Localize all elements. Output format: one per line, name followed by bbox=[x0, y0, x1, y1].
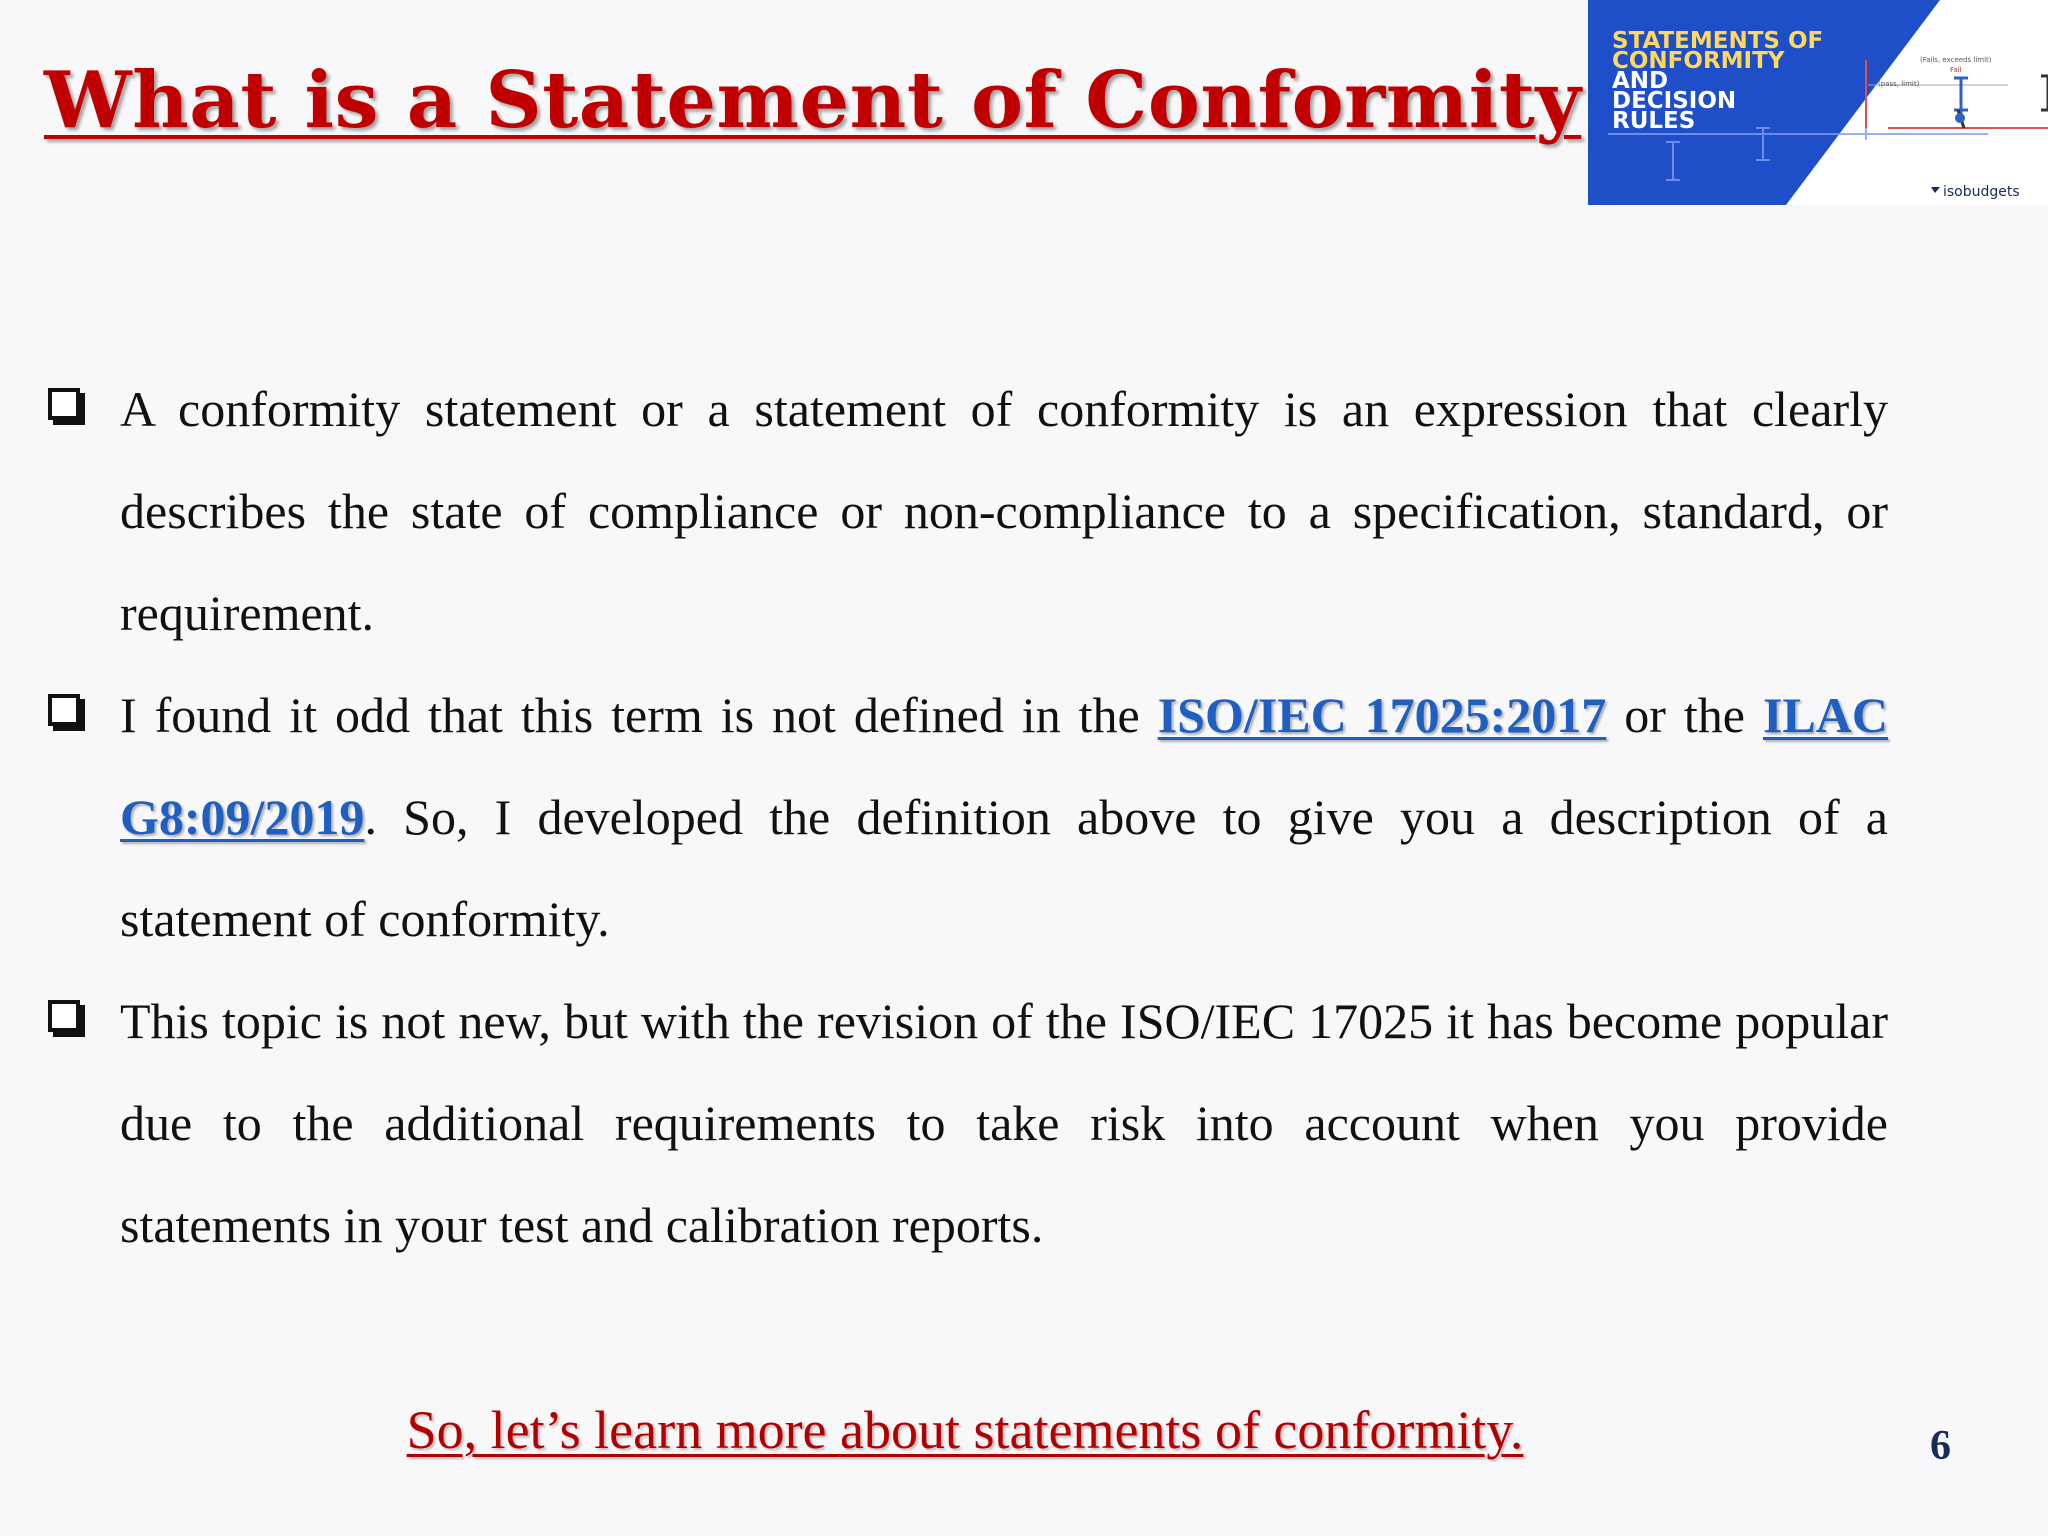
bullet-text: I found it odd that this term is not defined in the bbox=[120, 687, 1158, 743]
bullet-text: . So, I developed the definition above to give you a description of a statement of conformity. bbox=[120, 789, 1888, 947]
banner-small-label: (pass, limit) bbox=[1878, 80, 1920, 88]
bullet-text: A conformity statement or a statement of conformity is an expression that clearly describes the state of compliance or non-compliance to a specification, standard, or requirement. bbox=[120, 381, 1888, 641]
iso-17025-link[interactable]: ISO/IEC 17025:2017 bbox=[1157, 687, 1607, 743]
bullet-text: or the bbox=[1606, 687, 1763, 743]
banner-heading-line: STATEMENTS OF bbox=[1612, 28, 1824, 54]
checkbox-bullet-icon bbox=[48, 1000, 80, 1032]
banner-heading-line: RULES bbox=[1612, 108, 1696, 134]
banner-heading-line: DECISION bbox=[1612, 88, 1737, 114]
bullet-item bbox=[44, 970, 1888, 1276]
checkbox-bullet-icon bbox=[48, 694, 80, 726]
closing-statement: So, let’s learn more about statements of conformity. bbox=[406, 1400, 1524, 1460]
ilac-g8-link[interactable]: ILAC G8:09/2019 bbox=[120, 687, 1888, 845]
banner-small-label: Fail bbox=[1950, 66, 1962, 74]
checkbox-bullet-icon bbox=[48, 388, 80, 420]
brand-logo-icon bbox=[1931, 184, 2020, 200]
banner-heading-line: AND bbox=[1612, 68, 1669, 94]
bullet-text: This topic is not new, but with the revision of the ISO/IEC 17025 it has become popular due to the additional requirements to take risk into account when you provide statements in your test and calibration reports. bbox=[120, 993, 1888, 1253]
brand-name: isobudgets bbox=[1943, 184, 2020, 200]
bullet-item bbox=[44, 358, 1888, 664]
banner-image bbox=[1588, 0, 2048, 205]
slide-title: What is a Statement of Conformity bbox=[44, 55, 1582, 146]
banner-small-label: (Fails, exceeds limit) bbox=[1920, 56, 1992, 64]
bullet-list bbox=[44, 358, 1888, 1276]
page-number: 6 bbox=[1930, 1423, 1951, 1469]
bullet-item bbox=[44, 664, 1888, 970]
banner-heading-line: CONFORMITY bbox=[1612, 48, 1785, 74]
